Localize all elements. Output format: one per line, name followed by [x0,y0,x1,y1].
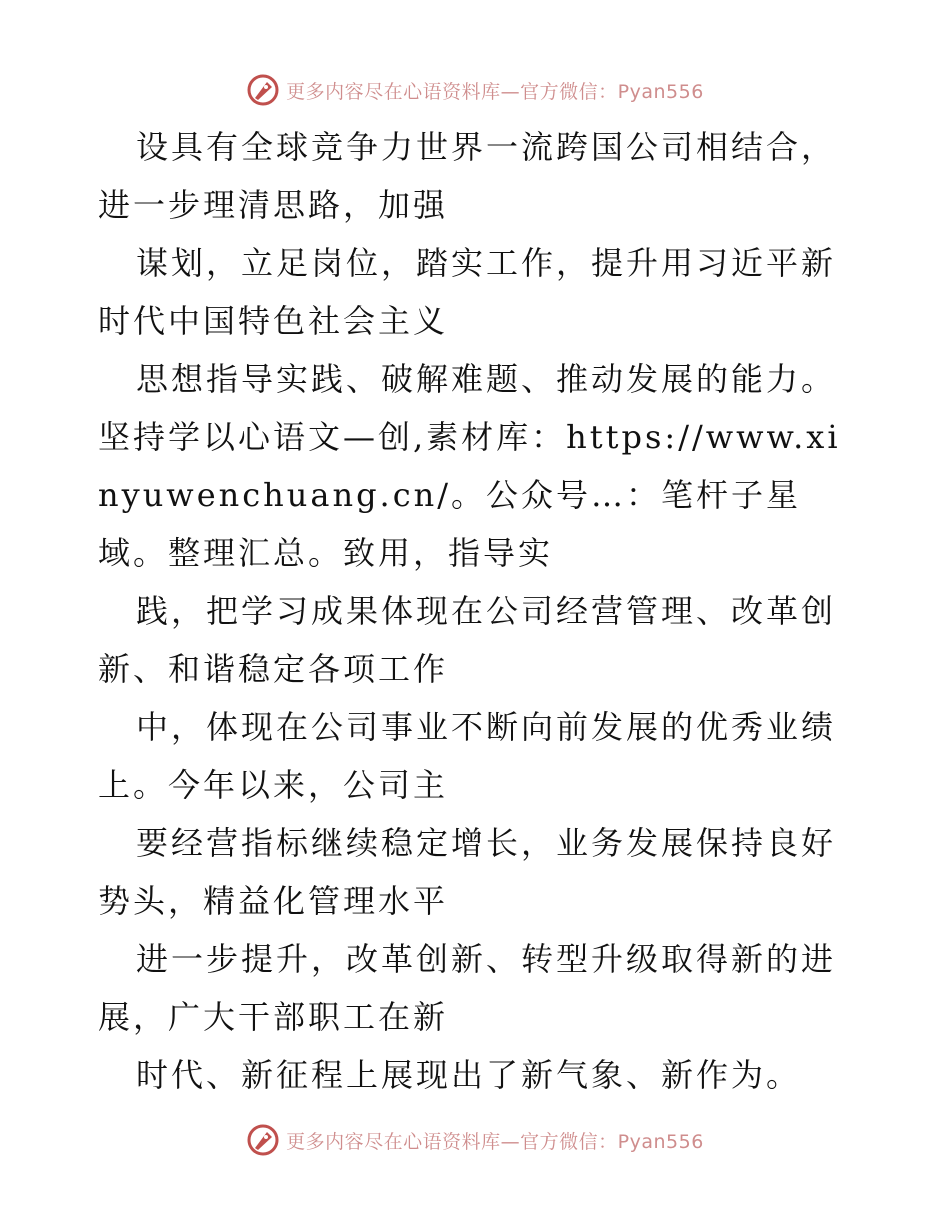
document-body [98,118,858,1104]
pen-nib-logo-icon [246,1123,280,1157]
paragraph-8: 时代、新征程上展现出了新气象、新作为。 [136,1056,802,1094]
paragraph-7: 进一步提升，改革创新、转型升级取得新的进展，广大干部职工在新 [98,940,837,1036]
header-banner-text: 更多内容尽在心语资料库—官方微信：Pyan556 [286,80,704,103]
paragraph-4: 践，把学习成果体现在公司经营管理、改革创新、和谐稳定各项工作 [98,592,837,688]
paragraph-1: 设具有全球竞争力世界一流跨国公司相结合，进一步理清思路，加强 [98,128,837,224]
pen-nib-logo-icon [246,73,280,107]
header-banner [0,70,950,110]
footer-banner [0,1120,950,1160]
paragraph-6: 要经营指标继续稳定增长，业务发展保持良好势头，精益化管理水平 [98,824,837,920]
paragraph-3: 思想指导实践、破解难题、推动发展的能力。坚持学以心语文—创,素材库：https://www.xinyuwenchuang.cn/。公众号…：笔杆子星域。整理汇总。致用，指导实 [98,360,841,572]
paragraph-5: 中，体现在公司事业不断向前发展的优秀业绩上。今年以来，公司主 [98,708,837,804]
footer-banner-text: 更多内容尽在心语资料库—官方微信：Pyan556 [286,1130,704,1153]
paragraph-2: 谋划，立足岗位，踏实工作，提升用习近平新时代中国特色社会主义 [98,244,837,340]
